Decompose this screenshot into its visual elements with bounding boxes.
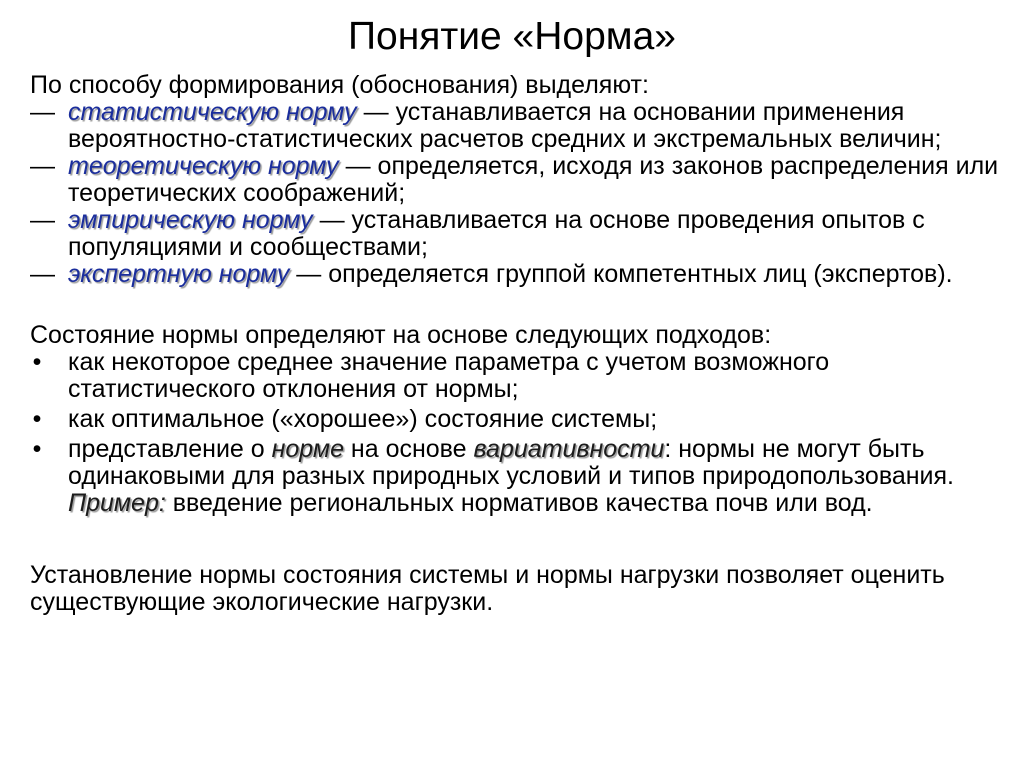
bullet-marker: •	[32, 348, 42, 376]
term-empirical-norm: эмпирическую норму	[68, 206, 313, 234]
bullet-marker: •	[32, 405, 42, 433]
list-item-variability	[30, 436, 1005, 517]
list-item-expert	[30, 261, 1005, 288]
list-item-average	[30, 349, 1005, 403]
dash-marker: —	[30, 98, 55, 126]
term-variability: вариативности	[473, 435, 665, 463]
list-item-theoretical	[30, 153, 1005, 207]
list-item-empirical	[30, 207, 1005, 261]
item-description: — определяется, исходя из законов распределения или теоретических соображений;	[68, 152, 999, 207]
item-text-part: на основе	[343, 435, 474, 463]
spacer	[30, 288, 1005, 322]
bullet-marker: •	[32, 435, 42, 463]
dash-marker: —	[30, 152, 55, 180]
item-description: — определяется группой компетентных лиц (экспертов).	[289, 260, 953, 288]
example-text: введение региональных нормативов качества почв или вод.	[165, 489, 873, 517]
conclusion-text: Установление нормы состояния системы и нормы нагрузки позволяет оценить существующие экологические нагрузки.	[30, 561, 945, 616]
slide-content	[30, 72, 1005, 616]
item-text-part: : нормы не могут быть одинаковыми для разных природных условий и типов природопользования.	[68, 435, 954, 490]
approaches-list	[30, 349, 1005, 517]
term-statistical-norm: статистическую норму	[68, 98, 357, 126]
section1-intro: По способу формирования (обоснования) выделяют:	[30, 71, 649, 99]
list-item-optimal	[30, 406, 1005, 433]
example-label: Пример:	[68, 489, 166, 517]
item-description: — устанавливается на основании применения вероятностно-статистических расчетов средних и экстремальных величин;	[68, 98, 942, 153]
section2-intro: Состояние нормы определяют на основе следующих подходов:	[30, 321, 772, 349]
term-norm: норме	[271, 435, 344, 463]
dash-marker: —	[30, 206, 55, 234]
slide-title: Понятие «Норма»	[348, 15, 676, 58]
item-text-part: представление о	[68, 435, 272, 463]
list-item-statistical	[30, 99, 1005, 153]
dash-marker: —	[30, 260, 55, 288]
term-expert-norm: экспертную норму	[68, 260, 290, 288]
item-description: — устанавливается на основе проведения опытов с популяциями и сообществами;	[68, 206, 925, 261]
term-theoretical-norm: теоретическую норму	[68, 152, 339, 180]
item-text: как оптимальное («хорошее») состояние системы;	[68, 405, 658, 433]
norm-types-list	[30, 99, 1005, 288]
item-text: как некоторое среднее значение параметра с учетом возможного статистического отклонения от нормы;	[68, 348, 830, 403]
spacer	[30, 520, 1005, 562]
section3-text	[30, 562, 1005, 616]
